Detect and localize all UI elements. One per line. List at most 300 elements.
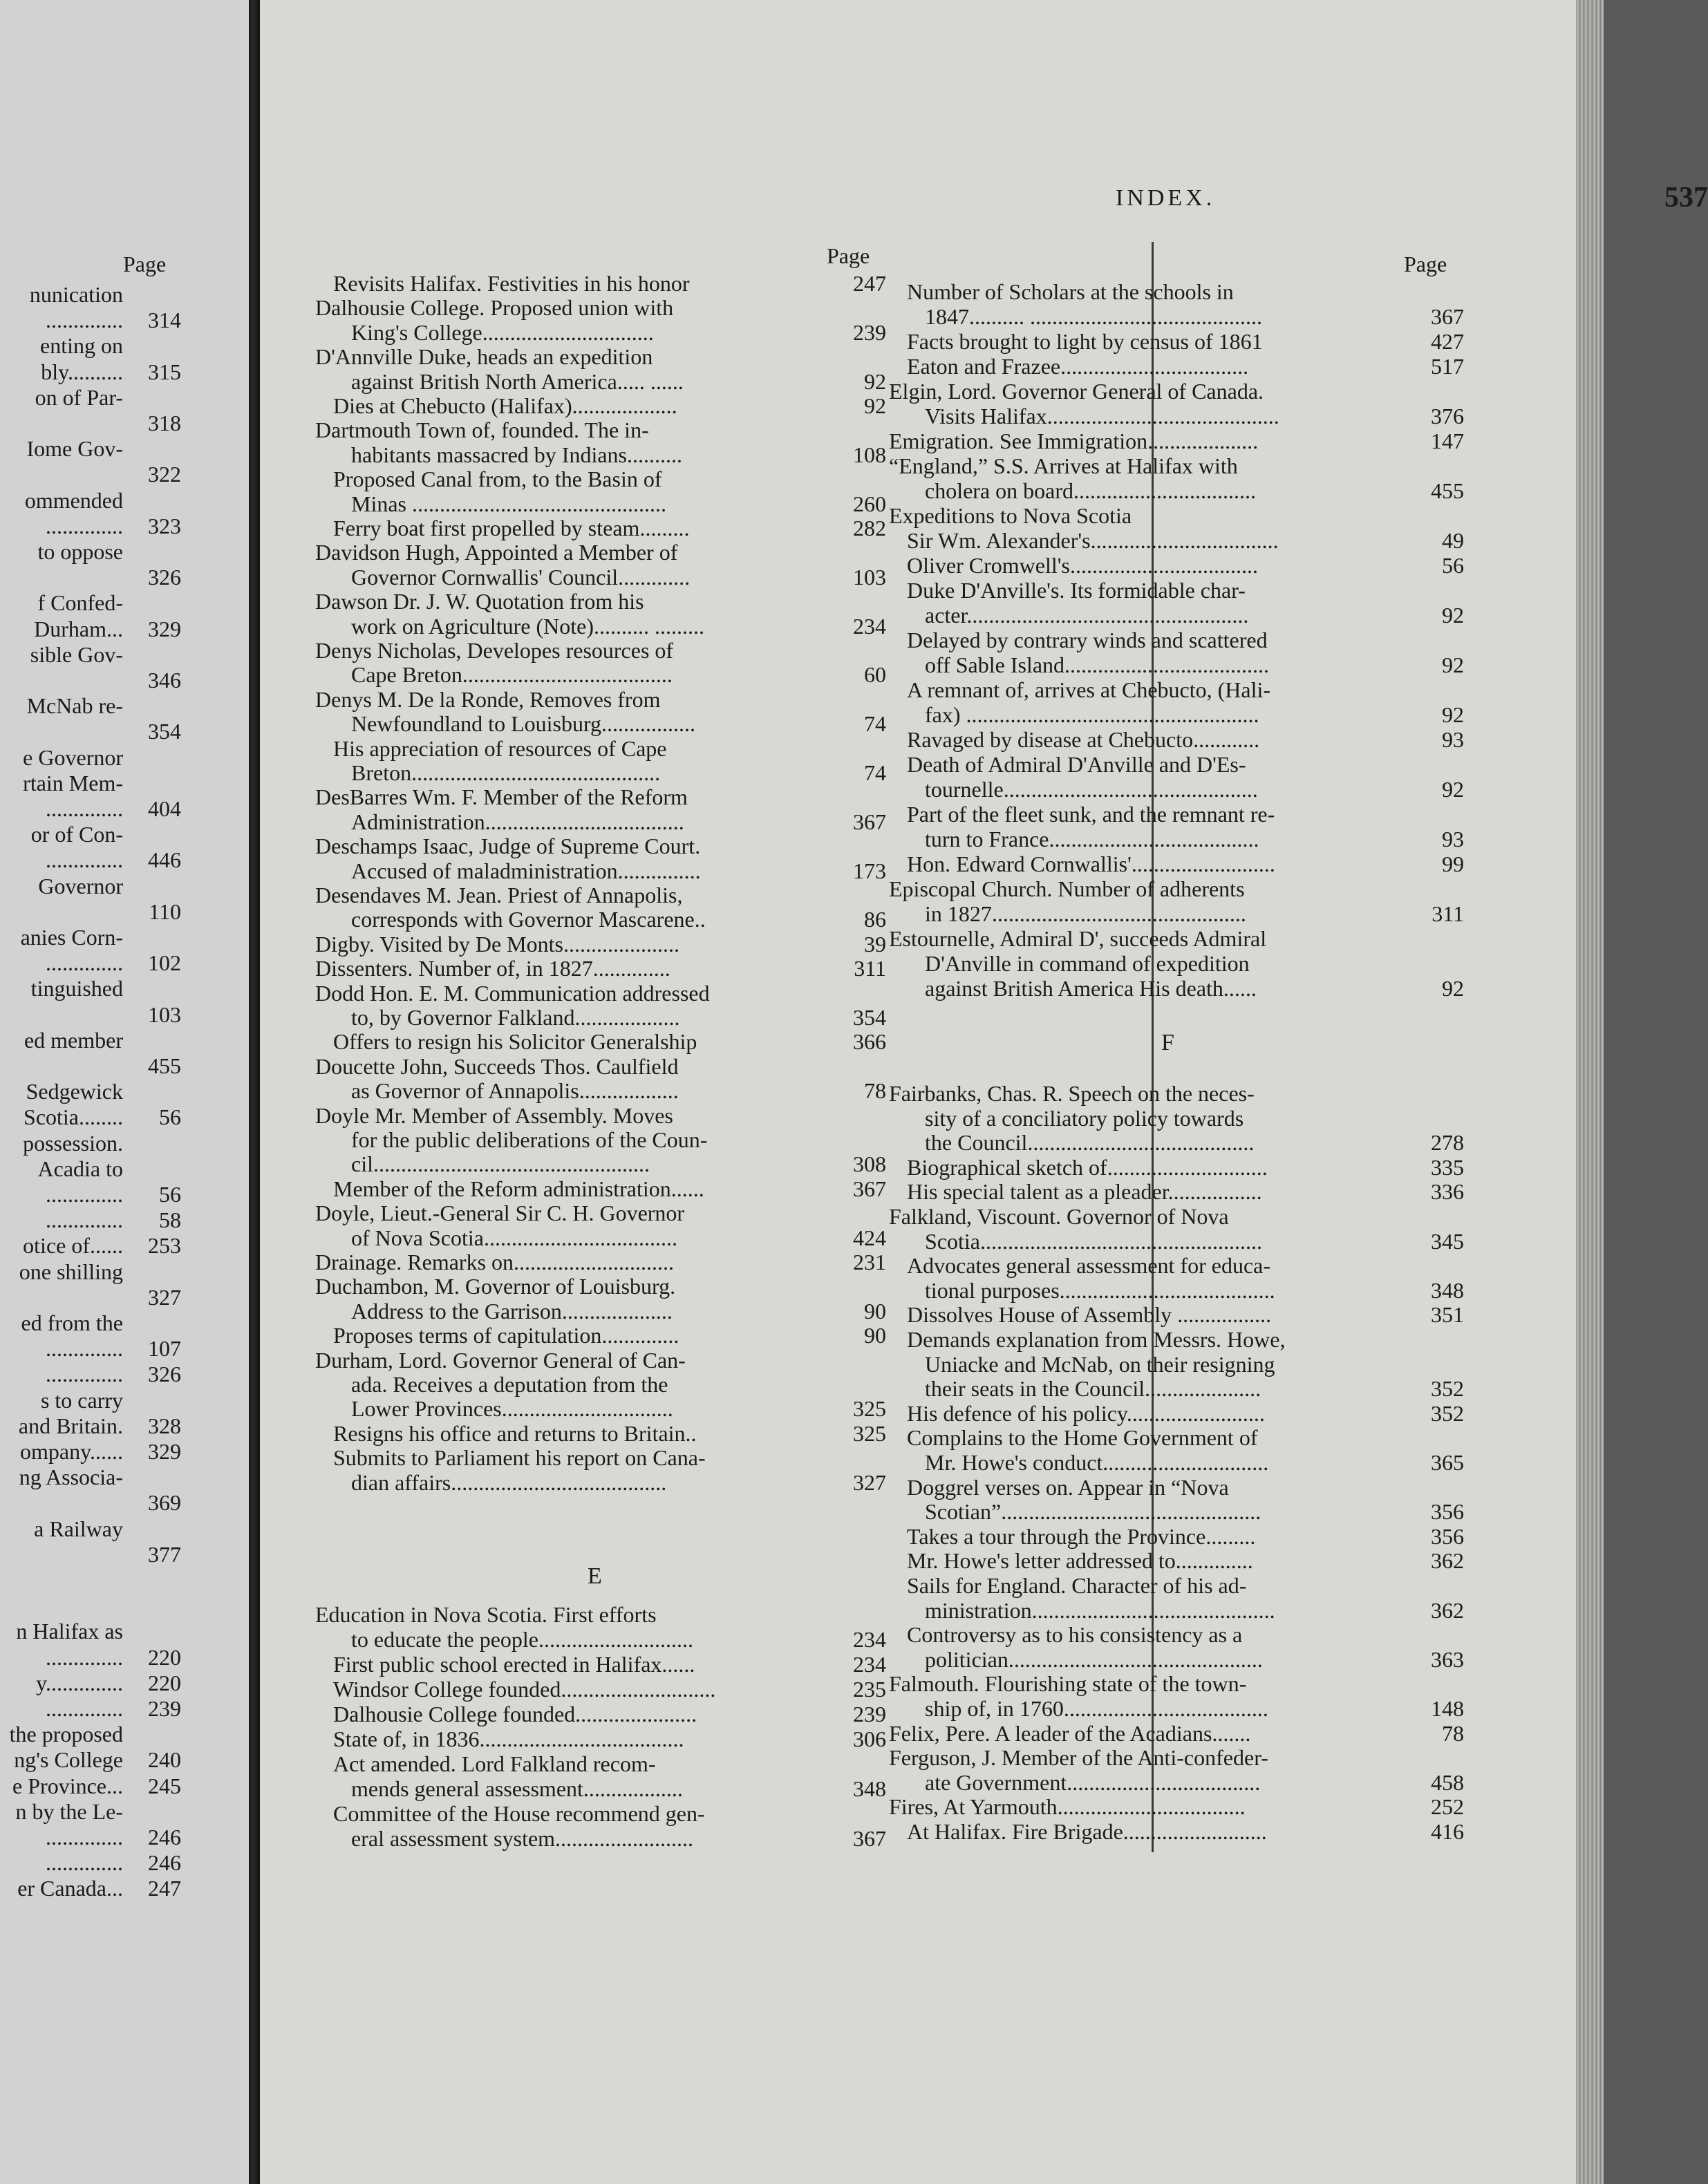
index-entry xyxy=(351,1127,882,1152)
left-page-line: er Canada... xyxy=(17,1876,123,1901)
left-page-line: a Railway xyxy=(34,1516,123,1541)
index-entry-page: 311 xyxy=(1432,901,1464,926)
index-entry-page: 356 xyxy=(1431,1523,1464,1549)
index-entry-text: Dodd Hon. E. M. Communication addressed xyxy=(315,980,710,1006)
left-page-line: nunication xyxy=(29,282,123,307)
index-entry xyxy=(351,760,882,785)
index-entry-text: against British America His death...... xyxy=(925,976,1257,1001)
left-page-line: .............. xyxy=(46,1644,123,1670)
index-entry-text: Doyle Mr. Member of Assembly. Moves xyxy=(315,1102,673,1128)
left-page-line: .............. xyxy=(46,1850,123,1876)
index-entry-page: 90 xyxy=(864,1298,886,1324)
index-entry xyxy=(907,752,1504,777)
index-entry-page: 60 xyxy=(864,662,886,688)
index-entry xyxy=(315,956,882,981)
index-entry-text: Member of the Reform administration...... xyxy=(333,1176,704,1201)
left-page-line: McNab re- xyxy=(26,693,123,719)
index-entry-page: 239 xyxy=(853,319,886,345)
left-page-line: sible Gov- xyxy=(30,641,123,667)
index-entry-text: Mr. Howe's letter addressed to.............. xyxy=(907,1548,1253,1574)
index-entry-text: Minas .............................................. xyxy=(351,491,666,516)
index-entry-text: as Governor of Annapolis.................. xyxy=(351,1078,679,1104)
left-page-number: 377 xyxy=(148,1541,181,1567)
index-entry xyxy=(333,393,882,418)
index-entry-text: Oliver Cromwell's.................................. xyxy=(907,553,1258,578)
index-entry xyxy=(351,858,882,883)
index-entry-text: Emigration. See Immigration.................... xyxy=(889,429,1259,453)
index-entry-page: 93 xyxy=(1442,727,1464,752)
left-page-line: one shilling xyxy=(19,1259,123,1284)
index-entry-page: 92 xyxy=(1442,976,1464,1001)
index-entry xyxy=(889,876,1504,901)
index-entry xyxy=(889,1745,1504,1770)
left-page-line: to oppose xyxy=(37,539,123,564)
left-page-line: ed from the xyxy=(21,1310,123,1335)
index-entry-text: Address to the Garrison.................... xyxy=(351,1298,673,1324)
index-entry xyxy=(315,1602,882,1627)
left-page-line: e Province... xyxy=(12,1773,123,1798)
index-entry-page: 335 xyxy=(1431,1154,1464,1180)
left-page-number: 326 xyxy=(148,1362,181,1387)
index-entry-text: mends general assessment.................. xyxy=(351,1776,683,1801)
index-entry-text: Cape Breton...................................... xyxy=(351,662,673,688)
left-page-line: e Governor xyxy=(23,744,123,770)
index-entry-text: Dalhousie College. Proposed union with xyxy=(315,295,674,321)
index-entry-page: 327 xyxy=(853,1469,886,1495)
index-entry xyxy=(925,1106,1504,1131)
index-entry xyxy=(351,1078,882,1103)
index-entry-page: 78 xyxy=(864,1078,886,1104)
index-entry-text: Uniacke and McNab, on their resigning xyxy=(925,1351,1275,1377)
index-entry xyxy=(351,809,882,834)
index-entry-page: 92 xyxy=(1442,652,1464,677)
index-entry-page: 147 xyxy=(1431,429,1464,453)
index-entry xyxy=(907,1475,1504,1500)
index-entry xyxy=(315,1103,882,1128)
index-entry xyxy=(907,279,1504,304)
left-page-number: 58 xyxy=(159,1207,181,1233)
left-page-number: 103 xyxy=(148,1001,181,1027)
left-page-line: and Britain. xyxy=(18,1413,123,1438)
left-page-line: .............. xyxy=(46,1336,123,1362)
index-entry xyxy=(351,1776,882,1801)
left-page-line: the proposed xyxy=(9,1722,123,1747)
left-page-number: 220 xyxy=(148,1644,181,1670)
index-entry-page: 367 xyxy=(853,1176,886,1201)
index-entry xyxy=(889,453,1504,478)
index-entry-text: State of, in 1836..................................... xyxy=(333,1726,684,1751)
index-entry-text: His defence of his policy......................... xyxy=(907,1400,1265,1426)
index-entry-page: 311 xyxy=(854,956,886,981)
index-entry-text: Newfoundland to Louisburg................. xyxy=(351,711,696,737)
index-entry-page: 99 xyxy=(1442,851,1464,876)
left-page-number: 404 xyxy=(148,796,181,821)
index-entry xyxy=(315,883,882,907)
index-entry-page: 103 xyxy=(853,564,886,590)
index-entry xyxy=(925,1352,1504,1377)
column-2-page-label: Page xyxy=(1404,252,1447,276)
index-entry xyxy=(351,1225,882,1250)
index-entry-page: 49 xyxy=(1442,528,1464,553)
index-entry-page: 308 xyxy=(853,1151,886,1177)
index-entry xyxy=(907,802,1504,827)
index-entry-page: 78 xyxy=(1442,1720,1464,1746)
index-entry xyxy=(333,1702,882,1726)
index-entry-text: Part of the fleet sunk, and the remnant re- xyxy=(907,802,1275,827)
index-entry xyxy=(351,662,882,687)
index-entry xyxy=(333,1677,882,1702)
index-entry xyxy=(315,981,882,1006)
index-entry-text: Scotian”............................................... xyxy=(925,1499,1261,1525)
index-entry-text: tional purposes....................................... xyxy=(925,1277,1275,1303)
index-entry-text: Falmouth. Flourishing state of the town- xyxy=(889,1671,1247,1697)
index-entry-page: 365 xyxy=(1431,1450,1464,1475)
index-entry-page: 252 xyxy=(1431,1794,1464,1820)
index-entry xyxy=(315,589,882,614)
index-entry-page: 92 xyxy=(1442,603,1464,628)
index-entry xyxy=(889,503,1504,528)
left-page-line: Governor xyxy=(38,873,123,898)
index-entry-text: Controversy as to his consistency as a xyxy=(907,1622,1243,1648)
index-entry-text: Desendaves M. Jean. Priest of Annapolis, xyxy=(315,883,683,907)
left-page-number: 329 xyxy=(148,616,181,641)
left-page-line: .............. xyxy=(46,847,123,873)
index-entry-page: 517 xyxy=(1431,354,1464,379)
index-entry-text: Governor Cornwallis' Council............. xyxy=(351,564,691,590)
index-entry-text: Sails for England. Character of his ad- xyxy=(907,1573,1247,1598)
left-page-line: Acadia to xyxy=(37,1156,123,1181)
index-entry xyxy=(907,628,1504,652)
index-entry-text: His special talent as a pleader................. xyxy=(907,1179,1262,1205)
index-entry-page: 367 xyxy=(853,809,886,834)
index-entry xyxy=(315,687,882,712)
index-entry-text: Proposes terms of capitulation.............. xyxy=(333,1323,679,1348)
index-entry-text: Expeditions to Nova Scotia xyxy=(889,503,1132,528)
index-entry-text: work on Agriculture (Note).......... ......... xyxy=(351,613,705,639)
index-entry-text: Estournelle, Admiral D', succeeds Admiral xyxy=(889,926,1267,951)
index-entry xyxy=(889,1671,1504,1696)
index-entry-page: 427 xyxy=(1431,329,1464,354)
left-page-line: f Confed- xyxy=(37,590,123,616)
index-entry xyxy=(351,614,882,639)
left-page-number: 253 xyxy=(148,1233,181,1259)
index-entry-text: Scotia................................................... xyxy=(925,1228,1262,1254)
index-entry-text: acter................................................... xyxy=(925,603,1249,628)
index-entry-page: 92 xyxy=(864,368,886,394)
index-entry-text: Episcopal Church. Number of adherents xyxy=(889,876,1245,901)
index-entry xyxy=(351,907,882,932)
index-entry-text: Visits Halifax.......................................... xyxy=(925,404,1279,429)
index-entry-text: Dies at Chebucto (Halifax)................... xyxy=(333,393,677,418)
index-entry-text: Mr. Howe's conduct.............................. xyxy=(925,1450,1269,1475)
left-page-line: ng's College xyxy=(14,1747,123,1773)
index-entry-text: Lower Provinces............................... xyxy=(351,1396,673,1422)
index-entry xyxy=(351,1299,882,1324)
index-entry-text: to, by Governor Falkland................... xyxy=(351,1005,680,1030)
index-entry-text: Sir Wm. Alexander's.................................. xyxy=(907,528,1279,553)
left-page-label: Page xyxy=(123,252,167,276)
index-entry-text: Biographical sketch of............................. xyxy=(907,1154,1268,1180)
index-entry-text: tournelle.............................................. xyxy=(925,777,1258,802)
left-page-line: possession. xyxy=(23,1130,123,1156)
index-entry xyxy=(889,1081,1504,1106)
index-entry-page: 348 xyxy=(853,1776,886,1801)
index-entry xyxy=(333,1445,882,1470)
index-entry xyxy=(333,1801,882,1826)
left-page-line: otice of...... xyxy=(23,1233,123,1259)
index-entry-text: against British North America..... ...... xyxy=(351,368,684,394)
index-entry-text: Ferry boat first propelled by steam......... xyxy=(333,516,690,540)
index-entry-text: politician.............................................. xyxy=(925,1646,1263,1672)
index-entry xyxy=(889,379,1504,404)
left-page-number: 245 xyxy=(148,1773,181,1798)
index-entry-text: Offers to resign his Solicitor Generalship xyxy=(333,1029,697,1055)
left-page-number: 326 xyxy=(148,565,181,590)
index-entry xyxy=(907,1253,1504,1278)
index-entry-text: corresponds with Governor Mascarene.. xyxy=(351,907,706,932)
index-entry xyxy=(315,1348,882,1373)
index-entry-page: 148 xyxy=(1431,1696,1464,1721)
index-entry xyxy=(351,491,882,516)
index-entry-text: Denys Nicholas, Developes resources of xyxy=(315,638,674,663)
left-page-line: on of Par- xyxy=(35,384,123,410)
index-entry-text: off Sable Island..................................... xyxy=(925,652,1270,677)
left-page-line: s to carry xyxy=(40,1387,123,1413)
index-entry-text: At Halifax. Fire Brigade.......................... xyxy=(907,1819,1267,1844)
page-number: 537 xyxy=(1664,182,1708,214)
index-entry-text: A remnant of, arrives at Chebucto, (Hali- xyxy=(907,677,1271,702)
index-entry-page: 278 xyxy=(1431,1130,1464,1156)
left-page-number: 56 xyxy=(159,1182,181,1207)
index-entry-page: 345 xyxy=(1431,1228,1464,1254)
index-entry-text: Revisits Halifax. Festivities in his honor xyxy=(333,271,690,296)
index-entry xyxy=(907,1425,1504,1450)
index-entry-text: Act amended. Lord Falkland recom- xyxy=(333,1751,656,1776)
index-entry-page: 416 xyxy=(1431,1819,1464,1844)
index-entry-text: Takes a tour through the Province......... xyxy=(907,1523,1256,1549)
index-entry-page: 455 xyxy=(1431,478,1464,503)
index-entry-text: Eaton and Frazee.................................. xyxy=(907,354,1249,379)
left-page-line: ng Associa- xyxy=(19,1465,123,1490)
index-entry xyxy=(351,1005,882,1030)
index-entry xyxy=(333,1751,882,1776)
index-entry-page: 282 xyxy=(853,516,886,540)
left-page-line: tinguished xyxy=(30,976,123,1001)
index-entry-text: eral assessment system......................... xyxy=(351,1826,694,1851)
left-page-number: 322 xyxy=(148,462,181,487)
index-page xyxy=(260,0,1708,2184)
index-entry-text: cholera on board................................. xyxy=(925,478,1257,503)
left-page-line: ompany...... xyxy=(19,1439,123,1464)
index-entry xyxy=(351,1470,882,1495)
index-entry xyxy=(333,1323,882,1348)
left-page-number: 369 xyxy=(148,1490,181,1516)
index-entry-text: Complains to the Home Government of xyxy=(907,1425,1258,1451)
index-entry-page: 352 xyxy=(1431,1400,1464,1426)
left-page-number: 314 xyxy=(148,308,181,333)
index-entry-page: 92 xyxy=(864,393,886,418)
index-entry-page: 367 xyxy=(1431,304,1464,329)
index-entry-page: 92 xyxy=(1442,702,1464,727)
index-entry xyxy=(925,951,1504,976)
index-entry-page: 424 xyxy=(853,1225,886,1250)
index-entry-page: 367 xyxy=(853,1826,886,1851)
index-entry-page: 56 xyxy=(1442,553,1464,578)
index-entry-text: Resigns his office and returns to Britain.. xyxy=(333,1420,697,1446)
index-entry-page: 235 xyxy=(853,1677,886,1702)
index-entry-page: 354 xyxy=(853,1005,886,1030)
index-entry-page: 260 xyxy=(853,491,886,516)
index-entry-text: Dalhousie College founded...................... xyxy=(333,1702,697,1726)
index-entry xyxy=(333,271,882,296)
index-entry-text: for the public deliberations of the Coun- xyxy=(351,1127,708,1152)
index-entry xyxy=(907,677,1504,702)
index-entry-text: of Nova Scotia................................... xyxy=(351,1225,677,1250)
book-gutter xyxy=(249,0,260,2184)
left-page-number: 346 xyxy=(148,668,181,693)
left-page-line: Iome Gov- xyxy=(26,436,123,462)
index-entry-page: 356 xyxy=(1431,1499,1464,1525)
index-entry-page: 376 xyxy=(1431,404,1464,429)
index-entry-text: to educate the people............................ xyxy=(351,1627,693,1652)
index-entry-text: D'Anville in command of expedition xyxy=(925,951,1250,976)
left-page-line: anies Corn- xyxy=(20,925,123,950)
left-page-line: y.............. xyxy=(36,1670,123,1695)
index-entry xyxy=(333,1652,882,1677)
left-page-number: 102 xyxy=(148,950,181,976)
index-entry xyxy=(315,295,882,320)
index-entry-page: 458 xyxy=(1431,1769,1464,1795)
left-page-number: 323 xyxy=(148,513,181,538)
index-entry-text: Denys M. De la Ronde, Removes from xyxy=(315,686,661,712)
section-letter-e: E xyxy=(588,1563,602,1589)
index-entry-page: 86 xyxy=(864,907,886,932)
left-page-number: 220 xyxy=(148,1670,181,1695)
index-entry-text: cil.................................................. xyxy=(351,1151,650,1177)
index-entry-text: Fires, At Yarmouth.................................. xyxy=(889,1794,1246,1820)
index-entry-page: 234 xyxy=(853,613,886,639)
left-page-line: .............. xyxy=(46,513,123,538)
left-page-line: rtain Mem- xyxy=(23,770,123,796)
column-1-page-label: Page xyxy=(827,243,870,268)
index-entry xyxy=(351,369,882,394)
index-entry-page: 348 xyxy=(1431,1277,1464,1303)
index-entry-text: Ferguson, J. Member of the Anti-confeder- xyxy=(889,1745,1268,1771)
left-page-line: bly.......... xyxy=(41,359,123,384)
index-entry xyxy=(315,417,882,442)
index-entry-page: 93 xyxy=(1442,827,1464,851)
index-entry xyxy=(333,467,882,491)
index-entry-text: ada. Receives a deputation from the xyxy=(351,1372,668,1397)
index-entry-text: ate Government................................... xyxy=(925,1769,1261,1795)
index-entry-page: 362 xyxy=(1431,1548,1464,1574)
index-entry-page: 234 xyxy=(853,1627,886,1652)
index-entry-text: sity of a conciliatory policy towards xyxy=(925,1105,1244,1131)
index-entry xyxy=(333,736,882,761)
left-page-line: .............. xyxy=(46,1182,123,1207)
index-entry-text: Doucette John, Succeeds Thos. Caulfield xyxy=(315,1053,679,1079)
left-page-number: 329 xyxy=(148,1439,181,1464)
index-entry xyxy=(315,344,882,369)
index-entry-text: Windsor College founded............................ xyxy=(333,1677,716,1702)
index-entry-page: 173 xyxy=(853,858,886,883)
index-entry-text: ship of, in 1760..................................... xyxy=(925,1696,1268,1721)
index-entry-page: 239 xyxy=(853,1702,886,1726)
left-page-number: 455 xyxy=(148,1053,181,1078)
left-page-number: 107 xyxy=(148,1336,181,1362)
left-page-number: 315 xyxy=(148,359,181,384)
index-entry xyxy=(907,578,1504,603)
index-entry-page: 231 xyxy=(853,1250,886,1274)
index-entry-text: Number of Scholars at the schools in xyxy=(907,279,1234,304)
index-entry-page: 39 xyxy=(864,931,886,957)
index-entry-page: 325 xyxy=(853,1420,886,1446)
page-title: INDEX. xyxy=(1116,185,1216,211)
section-letter-f: F xyxy=(1161,1030,1174,1055)
page-stack-edge xyxy=(1576,0,1604,2184)
left-page-line: n Halifax as xyxy=(16,1619,123,1644)
index-entry xyxy=(333,1726,882,1751)
index-entry-text: King's College............................... xyxy=(351,319,654,345)
index-entry-text: Dissolves House of Assembly ................. xyxy=(907,1302,1272,1328)
index-entry-text: their seats in the Council..................... xyxy=(925,1376,1261,1402)
left-page-number: 246 xyxy=(148,1825,181,1849)
index-entry xyxy=(315,1054,882,1079)
index-entry xyxy=(889,1204,1504,1229)
index-entry-text: Duchambon, M. Governor of Louisburg. xyxy=(315,1274,676,1299)
left-page-number: 240 xyxy=(148,1747,181,1773)
index-entry-text: Fairbanks, Chas. R. Speech on the neces- xyxy=(889,1081,1255,1106)
index-entry-page: 351 xyxy=(1431,1302,1464,1328)
index-entry-text: in 1827.............................................. xyxy=(925,901,1246,926)
index-entry-text: habitants massacred by Indians.......... xyxy=(351,442,682,467)
index-entry-text: Deschamps Isaac, Judge of Supreme Court. xyxy=(315,834,701,859)
index-entry-page: 306 xyxy=(853,1726,886,1751)
left-page-number: 239 xyxy=(148,1696,181,1721)
index-entry xyxy=(351,565,882,590)
index-entry-text: DesBarres Wm. F. Member of the Reform xyxy=(315,784,688,810)
left-page-line: Scotia........ xyxy=(24,1104,123,1130)
index-entry-page: 363 xyxy=(1431,1646,1464,1672)
left-page-line: .............. xyxy=(46,796,123,821)
index-entry-text: the Council......................................... xyxy=(925,1130,1255,1156)
left-page-line: Durham... xyxy=(34,616,123,641)
index-entry-page: 325 xyxy=(853,1396,886,1422)
left-page-number: 328 xyxy=(148,1413,181,1438)
index-entry xyxy=(351,320,882,345)
index-entry-text: Education in Nova Scotia. First efforts xyxy=(315,1602,657,1627)
left-page-line: enting on xyxy=(40,333,123,359)
index-entry-text: Dartmouth Town of, founded. The in- xyxy=(315,417,649,443)
left-page-number: 247 xyxy=(148,1876,181,1901)
left-page-line: ed member xyxy=(24,1027,123,1053)
left-page-number: 446 xyxy=(148,847,181,873)
index-entry-text: Elgin, Lord. Governor General of Canada. xyxy=(889,379,1264,404)
index-entry-page: 366 xyxy=(853,1029,886,1055)
left-page-line: .............. xyxy=(46,1825,123,1849)
index-entry xyxy=(889,926,1504,951)
index-entry-text: Doggrel verses on. Appear in “Nova xyxy=(907,1474,1229,1500)
left-page-number: 327 xyxy=(148,1284,181,1310)
index-entry xyxy=(315,638,882,663)
index-entry-text: Doyle, Lieut.-General Sir C. H. Governor xyxy=(315,1201,685,1226)
index-entry-text: Demands explanation from Messrs. Howe, xyxy=(907,1327,1286,1352)
index-entry-text: Facts brought to light by census of 1861 xyxy=(907,329,1263,354)
index-entry-text: Administration.................................... xyxy=(351,809,684,834)
left-page-line: .............. xyxy=(46,308,123,333)
index-entry-text: Falkland, Viscount. Governor of Nova xyxy=(889,1204,1229,1229)
index-entry-text: Digby. Visited by De Monts..................... xyxy=(315,931,679,957)
